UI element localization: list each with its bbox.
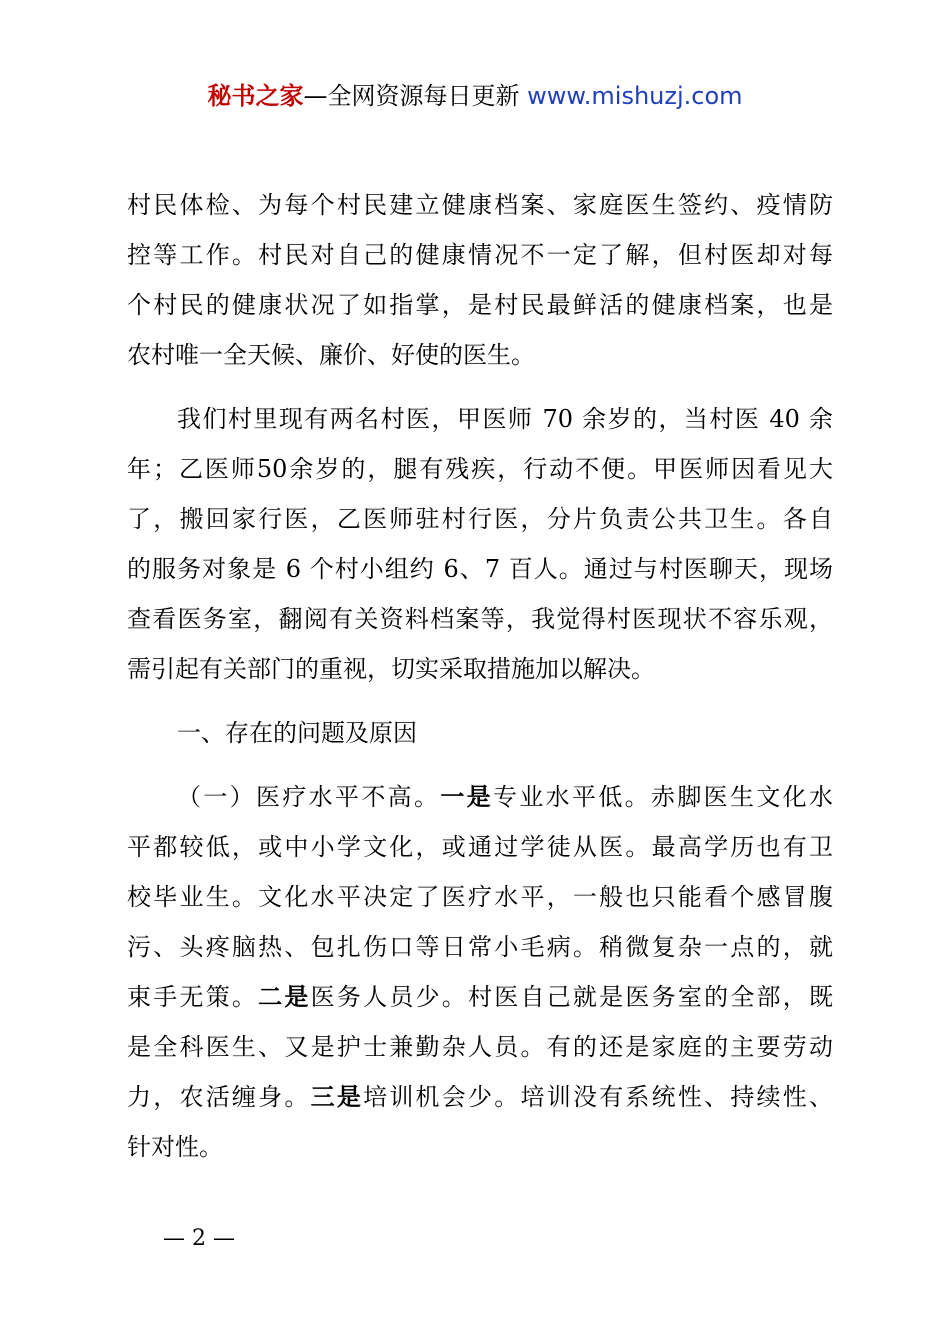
website-url: www.mishuzj.com (527, 82, 743, 110)
text-line: 查看医务室，翻阅有关资料档案等，我觉得村医现状不容乐观， (127, 605, 833, 633)
emphasis-first: 一是 (440, 783, 494, 811)
paragraph-2 (127, 394, 833, 694)
text-line: 需引起有关部门的重视，切实采取措施加以解决。 (127, 655, 655, 683)
emphasis-second: 二是 (258, 983, 311, 1011)
text-line: 控等工作。村民对自己的健康情况不一定了解，但村医却对每 (127, 241, 833, 269)
text-line: 的服务对象是 6 个村小组约 6、7 百人。通过与村医聊天，现场 (127, 555, 833, 583)
text-line: 年；乙医师50余岁的，腿有残疾，行动不便。甲医师因看见大 (127, 455, 833, 483)
page-header (0, 78, 950, 114)
header-slogan: —全网资源每日更新 (303, 82, 520, 110)
text-line: 校毕业生。文化水平决定了医疗水平，一般也只能看个感冒腹 (127, 883, 833, 911)
paragraph-1 (127, 180, 833, 380)
text-line: 了，搬回家行医，乙医师驻村行医，分片负责公共卫生。各自 (127, 505, 833, 533)
page-number: — 2 — (163, 1226, 235, 1251)
text-line: 束手无策。二是医务人员少。村医自己就是医务室的全部，既 (127, 983, 833, 1011)
text-line: 平都较低，或中小学文化，或通过学徒从医。最高学历也有卫 (127, 833, 833, 861)
text-line: 针对性。 (127, 1133, 223, 1161)
brand-name: 秘书之家 (207, 82, 304, 110)
text-line: 农村唯一全天候、廉价、好使的医生。 (127, 341, 535, 369)
emphasis-third: 三是 (310, 1083, 364, 1111)
text-line: 是全科医生、又是护士兼勤杂人员。有的还是家庭的主要劳动 (127, 1033, 833, 1061)
text-line: 力，农活缠身。三是培训机会少。培训没有系统性、持续性、 (127, 1083, 833, 1111)
text-line: 污、头疼脑热、包扎伤口等日常小毛病。稍微复杂一点的，就 (127, 933, 833, 961)
section-heading: 一、存在的问题及原因 (177, 719, 417, 747)
text-line: 个村民的健康状况了如指掌，是村民最鲜活的健康档案，也是 (127, 291, 833, 319)
text-line: 村民体检、为每个村民建立健康档案、家庭医生签约、疫情防 (127, 191, 833, 219)
paragraph-3 (127, 772, 833, 1172)
text-line: 我们村里现有两名村医，甲医师 70 余岁的，当村医 40 余 (177, 405, 833, 433)
document-body (127, 180, 833, 1172)
text-line: （一）医疗水平不高。一是专业水平低。赤脚医生文化水 (177, 783, 833, 811)
